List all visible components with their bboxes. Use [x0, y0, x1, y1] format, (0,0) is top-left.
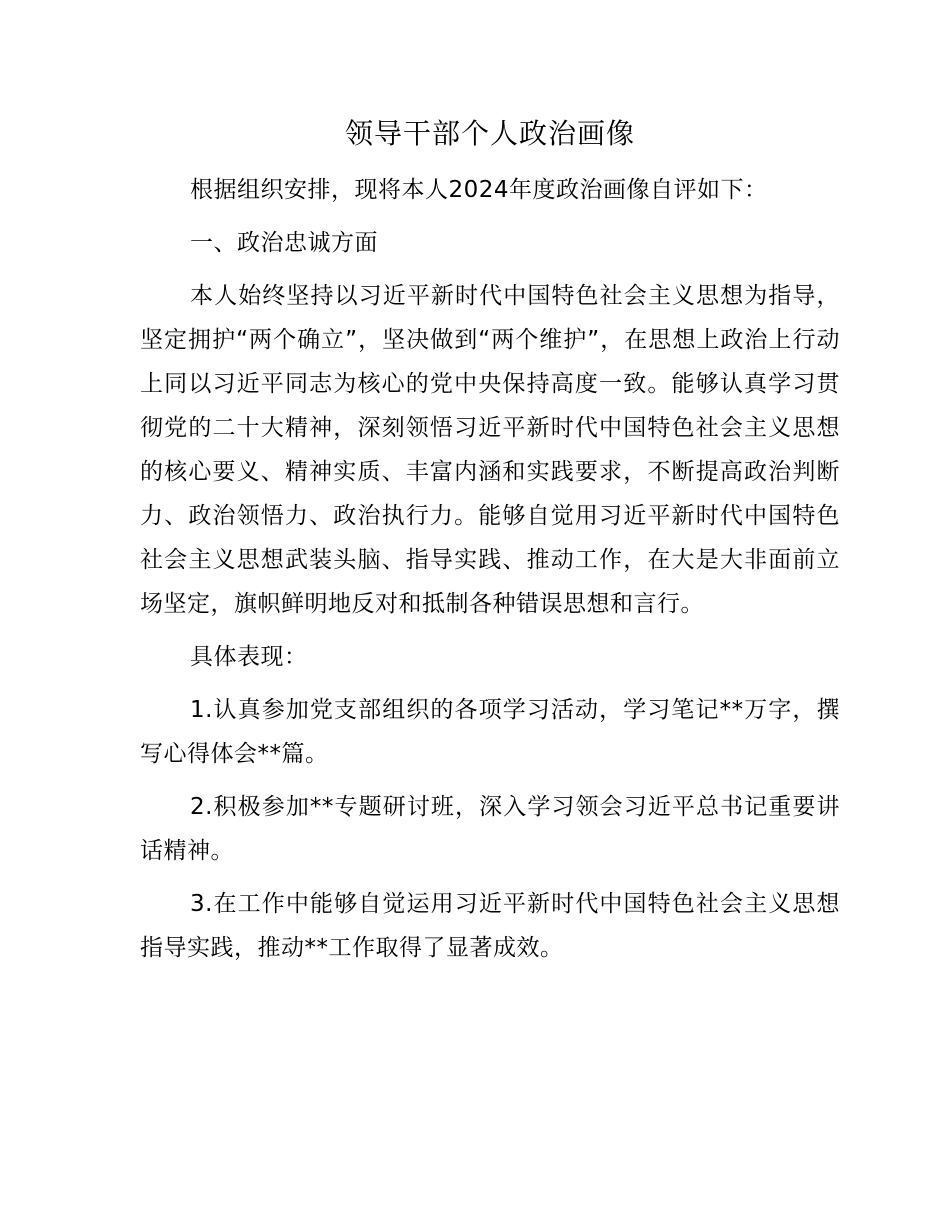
- body-paragraph: 本人始终坚持以习近平新时代中国特色社会主义思想为指导，坚定拥护“两个确立”，坚决做到“两个维护”，在思想上政治上行动上同以习近平同志为核心的党中央保持高度一致。能够认真学习贯彻党的二十大精神，深刻领悟习近平新时代中国特色社会主义思想的核心要义、精神实质、丰富内涵和实践要求，不断提高政治判断力、政治领悟力、政治执行力。能够自觉用习近平新时代中国特色社会主义思想武装头脑、指导实践、推动工作，在大是大非面前立场坚定，旗帜鲜明地反对和抵制各种错误思想和言行。: [140, 283, 840, 617]
- list-item: 3.在工作中能够自觉运用习近平新时代中国特色社会主义思想指导实践，推动**工作取得了显著成效。: [140, 891, 840, 961]
- section-heading: 一、政治忠诚方面: [190, 230, 378, 256]
- document-title: 领导干部个人政治画像: [344, 117, 635, 150]
- list-item: 2.积极参加**专题研讨班，深入学习领会习近平总书记重要讲话精神。: [140, 794, 840, 864]
- intro-paragraph: 根据组织安排，现将本人2024年度政治画像自评如下：: [190, 177, 768, 203]
- list-item: 1.认真参加党支部组织的各项学习活动，学习笔记**万字，撰写心得体会**篇。: [140, 697, 840, 767]
- subheading: 具体表现：: [190, 644, 308, 670]
- document-page: [140, 112, 840, 979]
